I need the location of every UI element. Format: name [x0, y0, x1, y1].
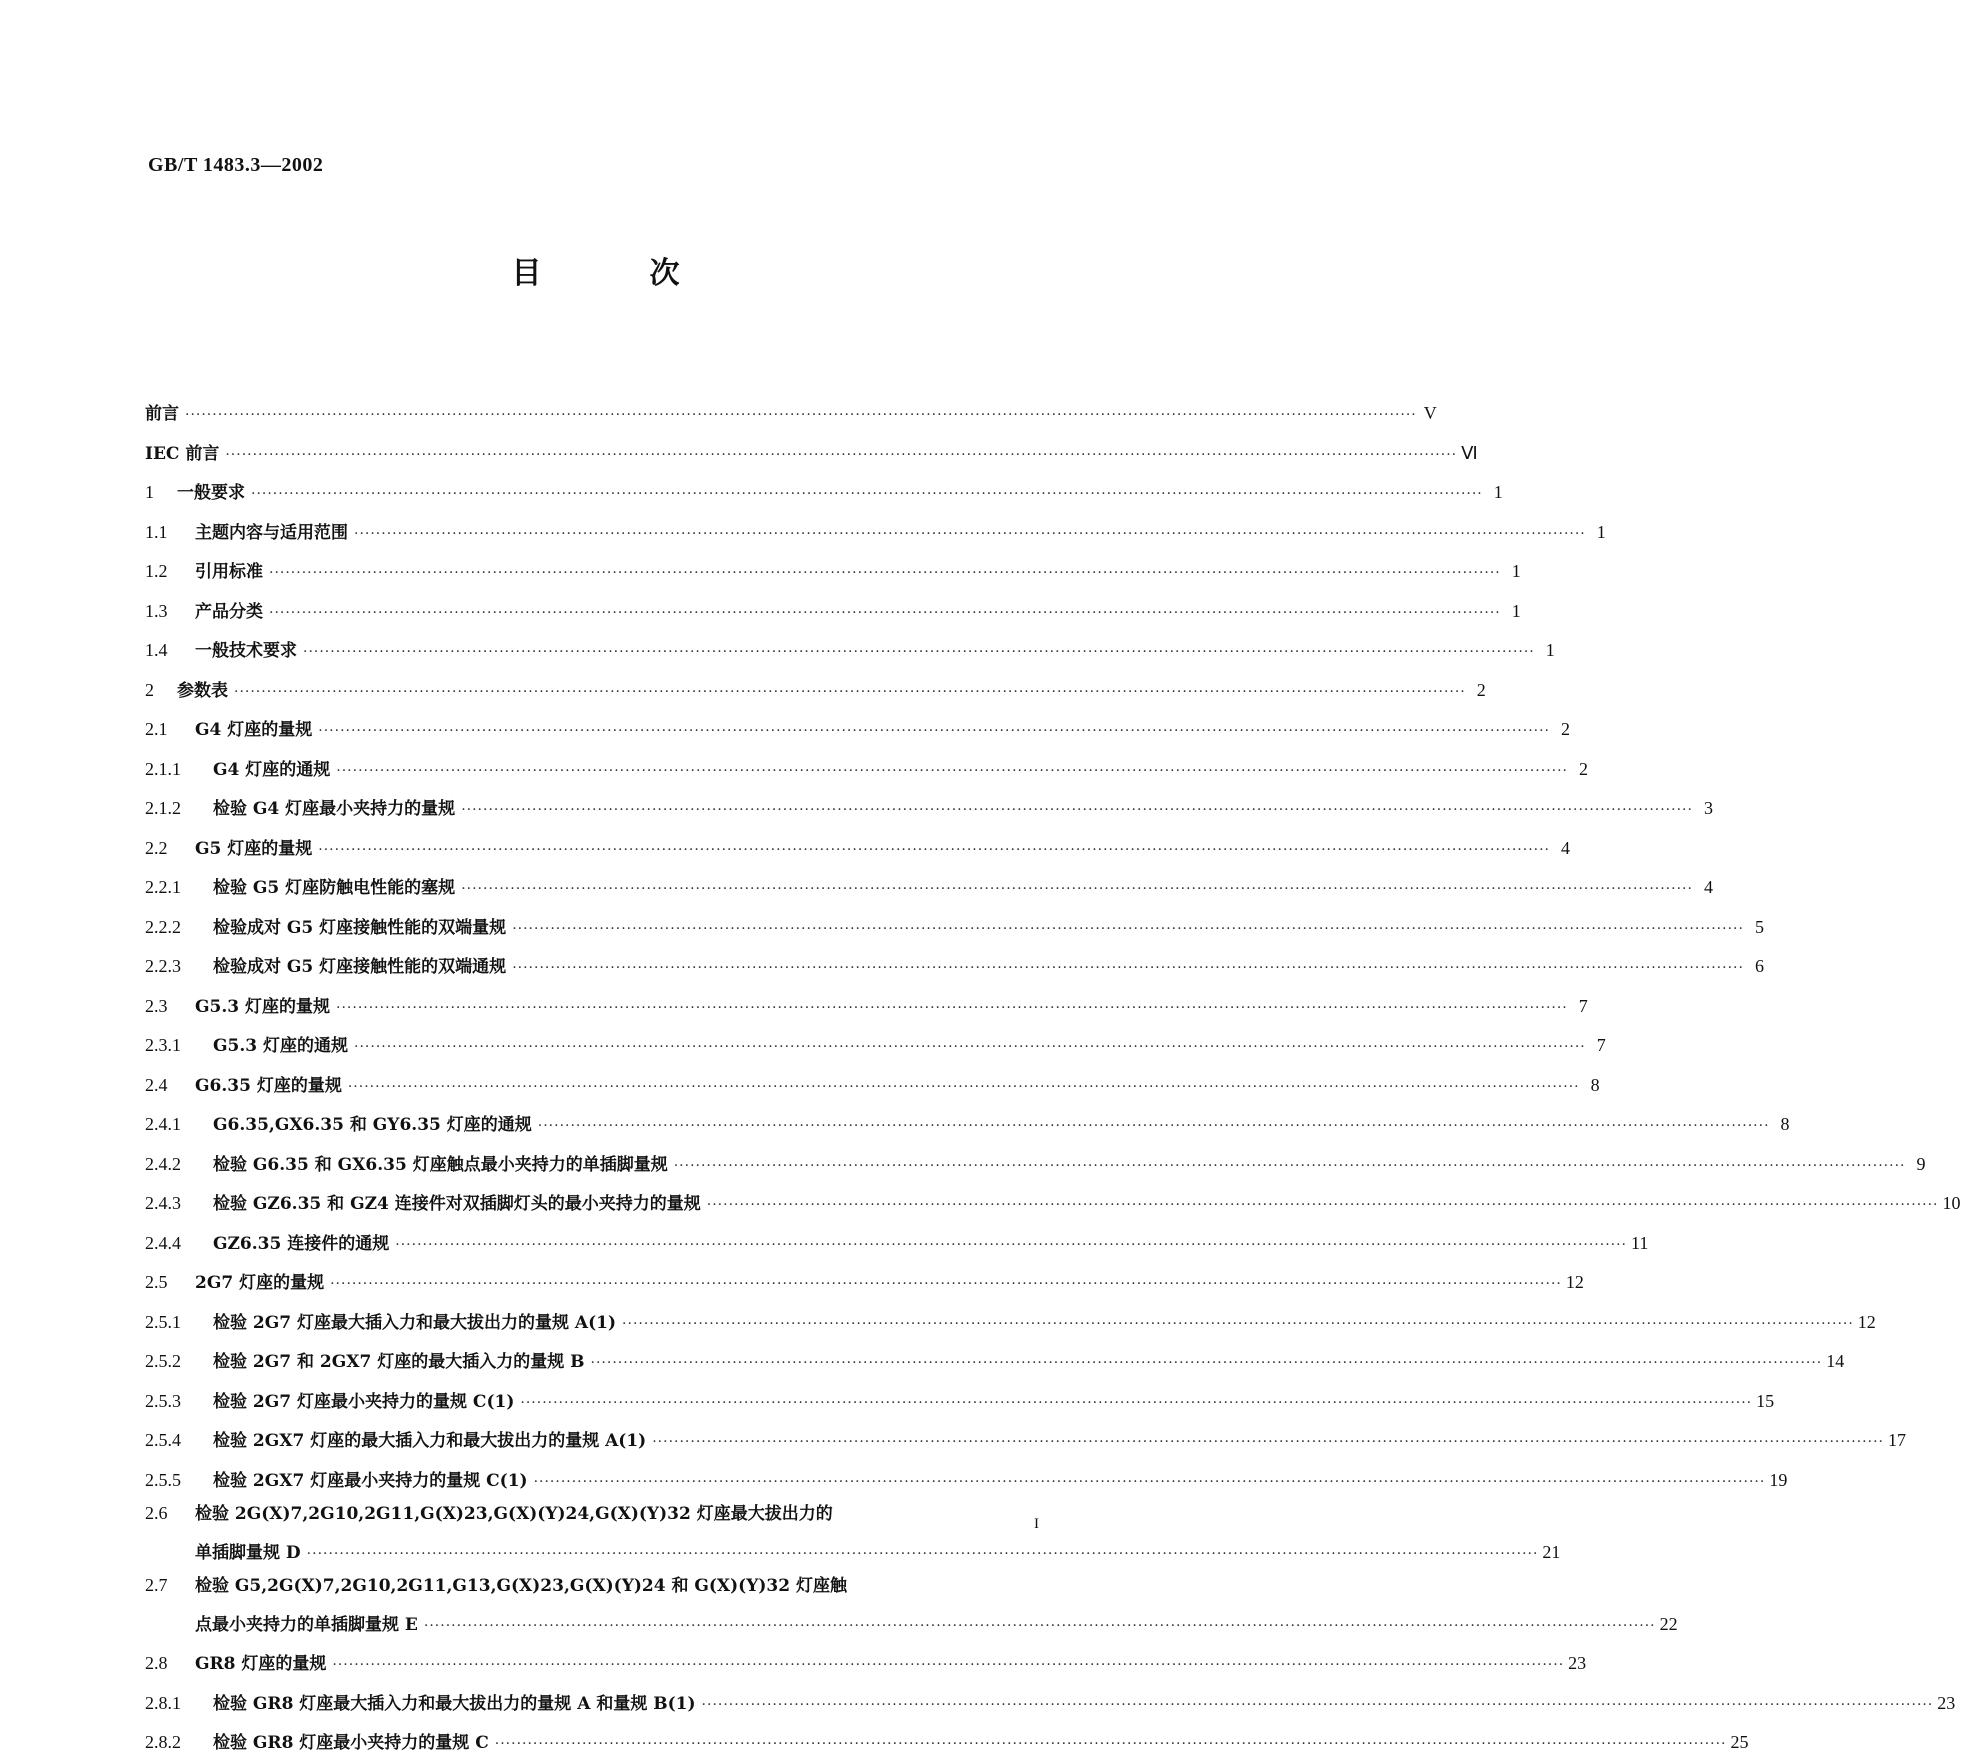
- toc-entry-title: 引用标准: [195, 562, 263, 582]
- toc-dot-leader: [251, 479, 1483, 511]
- toc-entry[interactable]: [145, 1143, 1926, 1183]
- toc-entry[interactable]: [145, 550, 1521, 590]
- toc-dot-leader: [354, 1032, 1586, 1064]
- toc-entry-number: 2.4: [145, 1074, 168, 1095]
- toc-entry-page: 2: [1476, 679, 1486, 700]
- toc-dot-leader: [336, 756, 1568, 788]
- standard-number: GB/T 1483.3—2002: [148, 154, 324, 176]
- toc-entry-page: 15: [1756, 1390, 1775, 1411]
- toc-entry[interactable]: [145, 945, 1764, 985]
- toc-entry[interactable]: [145, 1301, 1876, 1341]
- toc-entry-number: 1.4: [145, 640, 168, 660]
- toc-entry-page: 1: [1545, 640, 1555, 660]
- toc-entry-page: 8: [1780, 1114, 1790, 1134]
- toc-entry-title: 主题内容与适用范围: [195, 522, 348, 543]
- toc-entry-number: 2.2.1: [145, 877, 181, 897]
- toc-entry[interactable]: [145, 827, 1571, 867]
- toc-dot-leader: [461, 874, 1693, 906]
- toc-entry-title: G5.3 灯座的量规: [195, 996, 331, 1017]
- toc-entry-page: 10: [1942, 1193, 1961, 1213]
- toc-entry[interactable]: [145, 985, 1588, 1025]
- toc-entry-page: 8: [1590, 1074, 1600, 1095]
- toc-entry[interactable]: [145, 1498, 1561, 1570]
- toc-entry-number: 2.5.3: [145, 1390, 181, 1411]
- toc-entry-number: 2.8.1: [145, 1692, 181, 1713]
- toc-entry-title: 前言: [145, 404, 179, 424]
- toc-entry-number: 2.5.4: [145, 1430, 181, 1450]
- toc-dot-leader: [318, 835, 1550, 867]
- toc-entry-page: 22: [1659, 1613, 1678, 1634]
- toc-entry[interactable]: [145, 1570, 1678, 1642]
- toc-entry-title: 检验 2G(X)7,2G10,2G11,G(X)23,G(X)(Y)24,G(X)(Y)32 灯座最大拔出力的: [195, 1504, 833, 1524]
- toc-dot-leader: [307, 1539, 1539, 1571]
- toc-entry-number: 2.1.1: [145, 758, 181, 779]
- toc-entry-title: 一般要求: [177, 483, 245, 503]
- toc-entry[interactable]: [145, 471, 1503, 511]
- toc-dot-leader: [318, 716, 1550, 748]
- toc-dot-leader: [674, 1151, 1906, 1183]
- toc-entry-title: 检验成对 G5 灯座接触性能的双端通规: [213, 957, 507, 977]
- toc-entry-number: 2.4.4: [145, 1232, 181, 1253]
- toc-entry[interactable]: [145, 1682, 1956, 1722]
- toc-entry-title: G6.35 灯座的量规: [195, 1075, 342, 1096]
- toc-dot-leader: [348, 1072, 1580, 1104]
- toc-dot-leader: [652, 1427, 1884, 1459]
- toc-dot-leader: [702, 1690, 1934, 1722]
- toc-entry-number: 2.8: [145, 1653, 168, 1673]
- toc-entry-title-continued: 单插脚量规 D: [195, 1542, 301, 1563]
- toc-entry-number: 2.2.2: [145, 916, 181, 937]
- toc-entry-page: 6: [1754, 956, 1764, 976]
- toc-entry[interactable]: [145, 1340, 1845, 1380]
- toc-entry[interactable]: [145, 1024, 1606, 1064]
- toc-entry[interactable]: [145, 432, 1478, 472]
- toc-entry-number: 2.5.1: [145, 1311, 181, 1332]
- toc-dot-leader: [591, 1348, 1823, 1380]
- toc-entry-page: 1: [1511, 561, 1521, 581]
- toc-dot-leader: [707, 1190, 1939, 1222]
- toc-entry[interactable]: [145, 1721, 1749, 1761]
- toc-entry-number: 1.2: [145, 561, 168, 581]
- toc-entry-number: 2.1.2: [145, 798, 181, 818]
- toc-entry[interactable]: [145, 1419, 1906, 1459]
- toc-entry-page: 4: [1561, 837, 1571, 858]
- toc-entry-title: 检验 2G7 灯座最小夹持力的量规 C(1): [213, 1391, 515, 1412]
- toc-entry-title: GR8 灯座的量规: [195, 1654, 327, 1674]
- toc-entry-title: 参数表: [177, 680, 228, 701]
- toc-entry-page: 17: [1887, 1430, 1906, 1450]
- toc-entry-title: 检验 G5,2G(X)7,2G10,2G11,G13,G(X)23,G(X)(Y)24 和 G(X)(Y)32 灯座触: [195, 1576, 847, 1596]
- toc-entry-title: 检验成对 G5 灯座接触性能的双端量规: [213, 917, 507, 938]
- toc-entry-page: 21: [1542, 1541, 1561, 1562]
- toc-entry-page: 12: [1857, 1311, 1876, 1332]
- toc-entry[interactable]: [145, 392, 1437, 432]
- toc-entry[interactable]: [145, 708, 1571, 748]
- toc-entry-title: G6.35,GX6.35 和 GY6.35 灯座的通规: [213, 1115, 532, 1135]
- toc-entry-page: 23: [1568, 1653, 1587, 1673]
- toc-entry[interactable]: [145, 787, 1713, 827]
- toc-dot-leader: [534, 1467, 1766, 1499]
- toc-entry[interactable]: [145, 1103, 1790, 1143]
- toc-entry[interactable]: [145, 1222, 1649, 1262]
- toc-entry-page: Ⅵ: [1461, 442, 1478, 463]
- toc-dot-leader: [538, 1111, 1770, 1143]
- toc-entry-number: 1.1: [145, 521, 168, 542]
- toc-entry-title: 一般技术要求: [195, 641, 297, 661]
- toc-entry[interactable]: [145, 1642, 1587, 1682]
- toc-entry-title: G5 灯座的量规: [195, 838, 313, 859]
- toc-entry-page: 25: [1730, 1732, 1749, 1752]
- toc-entry-page: 11: [1631, 1232, 1649, 1253]
- toc-dot-leader: [332, 1650, 1564, 1682]
- toc-entry-page: 14: [1826, 1351, 1845, 1371]
- toc-dot-leader: [495, 1729, 1727, 1761]
- toc-entry-number: 2.5: [145, 1272, 168, 1292]
- toc-entry-page: 7: [1596, 1035, 1606, 1055]
- toc-entry[interactable]: [145, 629, 1555, 669]
- toc-entry-page: 19: [1769, 1469, 1788, 1490]
- toc-dot-leader: [269, 598, 1501, 630]
- toc-entry[interactable]: [145, 1064, 1600, 1104]
- toc-entry[interactable]: [145, 511, 1606, 551]
- toc-entry-number: 2.5.2: [145, 1351, 181, 1371]
- toc-entry-page: 1: [1511, 600, 1521, 621]
- toc-entry[interactable]: [145, 1380, 1775, 1420]
- toc-entry-number: 1.3: [145, 600, 168, 621]
- table-of-contents: [145, 392, 1961, 1761]
- page-title: 目次: [511, 256, 788, 291]
- toc-entry-title: 检验 GR8 灯座最大插入力和最大拔出力的量规 A 和量规 B(1): [213, 1693, 696, 1714]
- toc-entry-number: 2.7: [145, 1575, 168, 1595]
- toc-dot-leader: [622, 1309, 1854, 1341]
- toc-dot-leader: [303, 637, 1535, 669]
- toc-entry-title: 检验 2G7 和 2GX7 灯座的最大插入力的量规 B: [213, 1352, 585, 1372]
- page-number: I: [1034, 1516, 1039, 1532]
- toc-entry[interactable]: [145, 669, 1486, 709]
- toc-dot-leader: [395, 1230, 1627, 1262]
- toc-dot-leader: [520, 1388, 1752, 1420]
- toc-entry-number: 2.4.1: [145, 1114, 181, 1134]
- toc-dot-leader: [330, 1269, 1562, 1301]
- toc-dot-leader: [225, 440, 1457, 472]
- toc-entry-number: 2.5.5: [145, 1469, 181, 1490]
- toc-entry-page: 9: [1916, 1153, 1926, 1174]
- toc-entry-title: G4 灯座的量规: [195, 720, 313, 740]
- toc-entry-title: 检验 2GX7 灯座最小夹持力的量规 C(1): [213, 1470, 528, 1491]
- toc-entry-number: 2.4.2: [145, 1153, 181, 1174]
- toc-entry-title: 检验 2G7 灯座最大插入力和最大拔出力的量规 A(1): [213, 1312, 617, 1333]
- toc-entry-number: 2.2.3: [145, 956, 181, 976]
- toc-entry-title: 检验 G4 灯座最小夹持力的量规: [213, 799, 456, 819]
- toc-entry-page: 7: [1578, 995, 1588, 1016]
- toc-entry-page: 3: [1703, 798, 1713, 818]
- toc-entry-title: 检验 GR8 灯座最小夹持力的量规 C: [213, 1733, 489, 1753]
- toc-entry-number: 2.6: [145, 1503, 168, 1523]
- toc-entry-page: 12: [1565, 1272, 1584, 1292]
- toc-entry-page: 1: [1493, 482, 1503, 502]
- toc-entry-number: 2.4.3: [145, 1193, 181, 1213]
- toc-entry-title: 产品分类: [195, 601, 263, 622]
- toc-entry-title: 2G7 灯座的量规: [195, 1273, 325, 1293]
- toc-entry[interactable]: [145, 1182, 1961, 1222]
- toc-dot-leader: [269, 558, 1501, 590]
- toc-entry-page: 2: [1561, 719, 1571, 739]
- toc-entry-title: 检验 G6.35 和 GX6.35 灯座触点最小夹持力的单插脚量规: [213, 1154, 668, 1175]
- toc-entry-title: G4 灯座的通规: [213, 759, 331, 780]
- toc-entry-title: 检验 GZ6.35 和 GZ4 连接件对双插脚灯头的最小夹持力的量规: [213, 1194, 701, 1214]
- toc-dot-leader: [354, 519, 1586, 551]
- toc-dot-leader: [185, 400, 1417, 432]
- toc-entry[interactable]: [145, 748, 1589, 788]
- toc-entry-title: 检验 2GX7 灯座的最大插入力和最大拔出力的量规 A(1): [213, 1431, 647, 1451]
- toc-dot-leader: [512, 953, 1744, 985]
- toc-entry-title: IEC 前言: [145, 443, 220, 464]
- toc-entry[interactable]: [145, 1459, 1788, 1499]
- toc-entry-page: V: [1423, 403, 1437, 423]
- toc-entry-title-continued: 点最小夹持力的单插脚量规 E: [195, 1614, 418, 1635]
- toc-dot-leader: [512, 914, 1744, 946]
- toc-dot-leader: [461, 795, 1693, 827]
- toc-dot-leader: [336, 993, 1568, 1025]
- toc-entry-title: GZ6.35 连接件的通规: [213, 1233, 390, 1254]
- toc-entry-title: 检验 G5 灯座防触电性能的塞规: [213, 878, 456, 898]
- toc-entry-page: 1: [1596, 521, 1606, 542]
- toc-entry-page: 5: [1754, 916, 1764, 937]
- toc-entry[interactable]: [145, 866, 1713, 906]
- toc-dot-leader: [424, 1611, 1656, 1643]
- toc-entry[interactable]: [145, 1261, 1584, 1301]
- toc-dot-leader: [234, 677, 1466, 709]
- toc-entry-page: 23: [1937, 1692, 1956, 1713]
- toc-entry-number: 2.1: [145, 719, 168, 739]
- toc-entry-number: 2.3.1: [145, 1035, 181, 1055]
- toc-entry-number: 1: [145, 482, 154, 502]
- toc-entry-number: 2: [145, 679, 154, 700]
- toc-entry-number: 2.3: [145, 995, 168, 1016]
- toc-entry-number: 2.2: [145, 837, 168, 858]
- toc-entry-page: 4: [1703, 877, 1713, 897]
- toc-entry-title: G5.3 灯座的通规: [213, 1036, 349, 1056]
- toc-entry-number: 2.8.2: [145, 1732, 181, 1752]
- toc-entry[interactable]: [145, 590, 1521, 630]
- toc-entry[interactable]: [145, 906, 1764, 946]
- toc-entry-page: 2: [1579, 758, 1589, 779]
